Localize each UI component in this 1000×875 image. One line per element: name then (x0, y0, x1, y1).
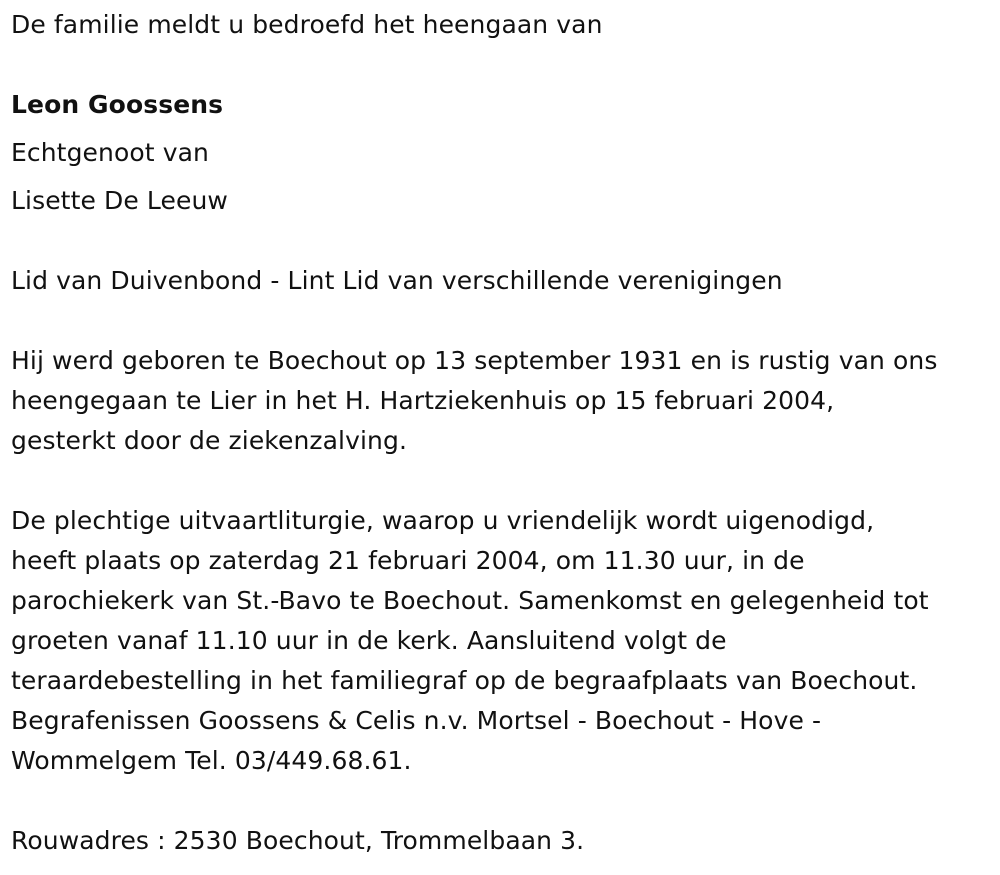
spouse-label: Echtgenoot van (11, 138, 209, 167)
ceremony-line: Wommelgem Tel. 03/449.68.61. (11, 746, 412, 775)
intro-text: De familie meldt u bedroefd het heengaan van (11, 10, 603, 39)
ceremony-line: groeten vanaf 11.10 uur in de kerk. Aansluitend volgt de (11, 626, 727, 655)
birth-line: heengegaan te Lier in het H. Hartziekenhuis op 15 februari 2004, (11, 386, 835, 415)
ceremony-line: heeft plaats op zaterdag 21 februari 2004, om 11.30 uur, in de (11, 546, 805, 575)
memberships-text: Lid van Duivenbond - Lint Lid van verschillende verenigingen (11, 266, 783, 295)
spouse-name: Lisette De Leeuw (11, 186, 228, 215)
deceased-name: Leon Goossens (11, 90, 224, 119)
ceremony-line: teraardebestelling in het familiegraf op de begraafplaats van Boechout. (11, 666, 918, 695)
birth-line: gesterkt door de ziekenzalving. (11, 426, 407, 455)
ceremony-line: De plechtige uitvaartliturgie, waarop u vriendelijk wordt uigenodigd, (11, 506, 875, 535)
birth-line: Hij werd geboren te Boechout op 13 september 1931 en is rustig van ons (11, 346, 938, 375)
mourning-address: Rouwadres : 2530 Boechout, Trommelbaan 3. (11, 826, 585, 855)
ceremony-line: Begrafenissen Goossens & Celis n.v. Mortsel - Boechout - Hove - (11, 706, 822, 735)
ceremony-line: parochiekerk van St.-Bavo te Boechout. Samenkomst en gelegenheid tot (11, 586, 929, 615)
